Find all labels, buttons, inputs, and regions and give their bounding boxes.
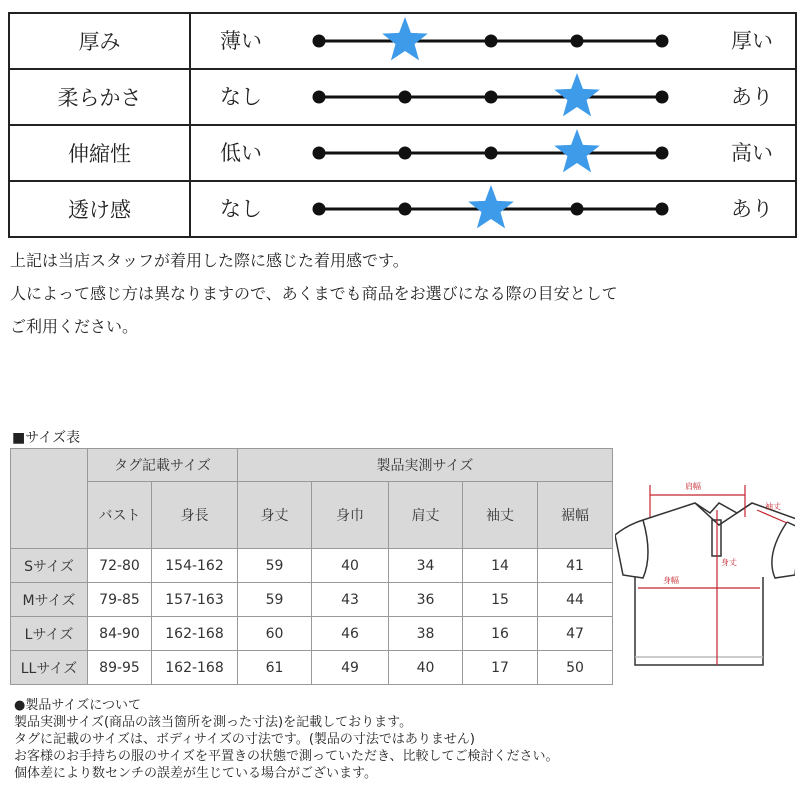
column-header: 肩丈 — [389, 482, 463, 549]
table-cell: 59 — [238, 583, 312, 617]
product-size-notes — [14, 697, 558, 782]
note-line: ●製品サイズについて — [14, 698, 142, 713]
rating-label: 柔らかさ — [10, 70, 191, 124]
scale-dot — [399, 203, 412, 216]
note-line: 個体差により数センチの誤差が生じている場合がございます。 — [14, 766, 377, 781]
table-row — [11, 651, 613, 685]
table-row — [11, 617, 613, 651]
scale-dot — [485, 147, 498, 160]
rating-high-label: 厚い — [731, 29, 773, 53]
table-cell: 84-90 — [88, 617, 152, 651]
size-table-title: ■サイズ表 — [12, 430, 81, 446]
fit-notes — [10, 244, 618, 343]
rating-row — [10, 182, 795, 236]
table-cell: 17 — [463, 651, 538, 685]
length-label: 身丈 — [721, 558, 737, 567]
rating-low-label: なし — [220, 197, 262, 221]
rating-scale — [10, 182, 795, 236]
note-line: ご利用ください。 — [10, 317, 139, 336]
table-cell: 44 — [538, 583, 613, 617]
scale-dot — [313, 203, 326, 216]
scale-dot — [313, 147, 326, 160]
row-header: Mサイズ — [11, 583, 88, 617]
rating-scale — [10, 126, 795, 180]
row-header: Sサイズ — [11, 549, 88, 583]
rating-row — [10, 70, 795, 126]
corner-cell — [11, 449, 88, 549]
star-rating-marker — [554, 129, 600, 172]
table-cell: 15 — [463, 583, 538, 617]
rating-low-label: 低い — [220, 141, 262, 165]
rating-high-label: あり — [731, 85, 773, 109]
table-cell: 49 — [312, 651, 389, 685]
table-cell: 40 — [312, 549, 389, 583]
rating-label: 伸縮性 — [10, 126, 191, 180]
scale-dot — [656, 91, 669, 104]
sleeve-label: 袖丈 — [765, 502, 781, 511]
table-cell: 34 — [389, 549, 463, 583]
rating-row — [10, 126, 795, 182]
scale-dot — [571, 203, 584, 216]
rating-low-label: なし — [220, 85, 262, 109]
note-line: 製品実測サイズ(商品の該当箇所を測った寸法)を記載しております。 — [14, 715, 413, 730]
scale-dot — [656, 147, 669, 160]
table-cell: 46 — [312, 617, 389, 651]
table-cell: 59 — [238, 549, 312, 583]
table-cell: 79-85 — [88, 583, 152, 617]
table-cell: 38 — [389, 617, 463, 651]
star-rating-marker — [382, 17, 428, 60]
table-row — [11, 583, 613, 617]
scale-dot — [656, 35, 669, 48]
scale-dot — [399, 91, 412, 104]
note-line: タグに記載のサイズは、ボディサイズの寸法です。(製品の寸法ではありません) — [14, 732, 475, 747]
table-cell: 16 — [463, 617, 538, 651]
scale-dot — [571, 35, 584, 48]
row-header: LLサイズ — [11, 651, 88, 685]
table-cell: 41 — [538, 549, 613, 583]
column-header: 裾幅 — [538, 482, 613, 549]
note-line: 上記は当店スタッフが着用した際に感じた着用感です。 — [10, 251, 409, 270]
scale-dot — [399, 147, 412, 160]
table-cell: 162-168 — [152, 651, 238, 685]
table-cell: 154-162 — [152, 549, 238, 583]
scale-dot — [313, 91, 326, 104]
width-label: 身幅 — [663, 576, 679, 585]
column-header: バスト — [88, 482, 152, 549]
scale-dot — [313, 35, 326, 48]
column-header: 身長 — [152, 482, 238, 549]
table-cell: 36 — [389, 583, 463, 617]
rating-label: 透け感 — [10, 182, 191, 236]
rating-low-label: 薄い — [220, 29, 262, 53]
texture-rating-table — [8, 12, 797, 238]
table-cell: 50 — [538, 651, 613, 685]
size-table — [10, 448, 613, 685]
note-line: 人によって感じ方は異なりますので、あくまでも商品をお選びになる際の目安として — [10, 284, 618, 303]
rating-scale — [10, 70, 795, 124]
table-cell: 60 — [238, 617, 312, 651]
rating-row — [10, 14, 795, 70]
polo-shirt-diagram — [615, 465, 795, 670]
table-row — [11, 549, 613, 583]
scale-dot — [485, 35, 498, 48]
rating-label: 厚み — [10, 14, 191, 68]
column-header: 身巾 — [312, 482, 389, 549]
scale-dot — [656, 203, 669, 216]
table-cell: 72-80 — [88, 549, 152, 583]
table-cell: 89-95 — [88, 651, 152, 685]
table-cell: 162-168 — [152, 617, 238, 651]
scale-dot — [485, 91, 498, 104]
rating-scale — [10, 14, 795, 68]
star-rating-marker — [468, 185, 514, 228]
column-header: 袖丈 — [463, 482, 538, 549]
column-header: 身丈 — [238, 482, 312, 549]
rating-high-label: 高い — [731, 141, 773, 165]
table-cell: 157-163 — [152, 583, 238, 617]
table-cell: 40 — [389, 651, 463, 685]
row-header: Lサイズ — [11, 617, 88, 651]
star-rating-marker — [554, 73, 600, 116]
rating-high-label: あり — [731, 197, 773, 221]
note-line: お客様のお手持ちの服のサイズを平置きの状態で測っていただき、比較してご検討ください。 — [14, 749, 559, 764]
table-cell: 43 — [312, 583, 389, 617]
table-cell: 61 — [238, 651, 312, 685]
group-header: タグ記載サイズ — [88, 449, 238, 482]
table-cell: 47 — [538, 617, 613, 651]
group-header: 製品実測サイズ — [238, 449, 613, 482]
shoulder-label: 肩幅 — [685, 482, 701, 491]
table-cell: 14 — [463, 549, 538, 583]
